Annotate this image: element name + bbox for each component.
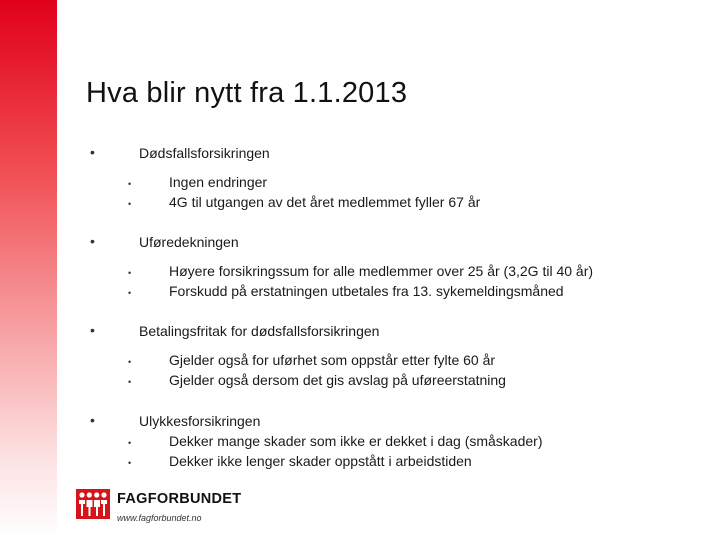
logo-name: FAGFORBUNDET [117,491,242,507]
list-item: Dekker ikke lenger skader oppstått i arbeidstiden [169,453,472,469]
fagforbundet-logo [76,489,242,529]
section-heading-ulykke: Ulykkesforsikringen [139,413,261,429]
section-heading-betalingsfritak: Betalingsfritak for dødsfallsforsikringen [139,323,380,339]
sub-bullet: • [128,268,132,278]
list-item: 4G til utgangen av det året medlemmet fyller 67 år [169,194,481,210]
list-item: Dekker mange skader som ikke er dekket i dag (småskader) [169,433,543,449]
fagforbundet-mark-icon [76,489,110,519]
list-item: Gjelder også dersom det gis avslag på uføreerstatning [169,372,506,388]
logo-url: www.fagforbundet.no [117,513,202,523]
sub-bullet: • [128,377,132,387]
sub-bullet: • [128,357,132,367]
section-heading-dodsfall: Dødsfallsforsikringen [139,145,270,161]
sub-bullet: • [128,438,132,448]
section-bullet: • [90,412,95,428]
list-item: Høyere forsikringssum for alle medlemmer over 25 år (3,2G til 40 år) [169,263,594,279]
red-gradient-sidebar [0,0,57,540]
section-bullet: • [90,233,95,249]
section-heading-uforedekning: Uføredekningen [139,234,239,250]
list-item: Forskudd på erstatningen utbetales fra 13. sykemeldingsmåned [169,283,564,299]
sub-bullet: • [128,288,132,298]
section-bullet: • [90,144,95,160]
sub-bullet: • [128,199,132,209]
slide-title: Hva blir nytt fra 1.1.2013 [86,77,408,109]
section-bullet: • [90,322,95,338]
sub-bullet: • [128,179,132,189]
list-item: Gjelder også for uførhet som oppstår etter fylte 60 år [169,352,496,368]
sub-bullet: • [128,458,132,468]
list-item: Ingen endringer [169,174,268,190]
